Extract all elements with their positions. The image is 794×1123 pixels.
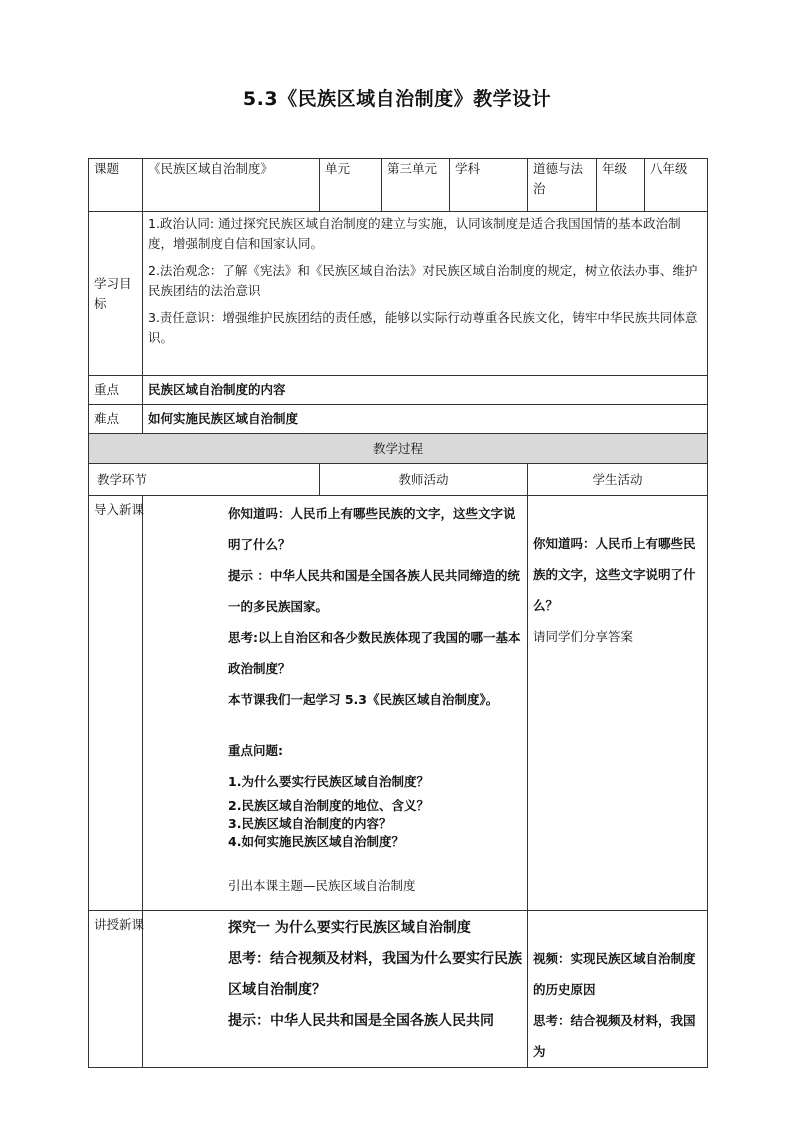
lecture-student <box>528 911 708 1068</box>
intro-lead: 引出本课主题—民族区域自治制度 <box>228 878 416 893</box>
student-think: 思考：结合视频及材料，我国为 <box>533 1013 696 1059</box>
header-row <box>89 159 708 212</box>
explore-title: 探究一 为什么要实行民族区域自治制度 <box>228 920 471 936</box>
intro-hint: 提示 ：中华人民共和国是全国各族人民共同缔造的统一的多民族国家。 <box>228 568 520 614</box>
key-questions-title: 重点问题: <box>228 743 283 758</box>
goal-item: 1.政治认同: 通过探究民族区域自治制度的建立与实施，认同该制度是适合我国国情的基本政治制度，增强制度自信和国家认同。 <box>148 216 681 251</box>
intro-teacher <box>143 496 528 911</box>
process-title: 教学过程 <box>89 434 708 464</box>
key-point-label: 重点 <box>89 376 143 405</box>
difficulty-value: 如何实施民族区域自治制度 <box>143 405 708 434</box>
key-point-row <box>89 376 708 405</box>
intro-lesson: 本节课我们一起学习 5.3《民族区域自治制度》。 <box>228 692 499 707</box>
col-stage-header: 教学环节 <box>89 464 320 496</box>
difficulty-label: 难点 <box>89 405 143 434</box>
explore-hint: 提示：中华人民共和国是全国各族人民共同 <box>228 1013 494 1029</box>
key-question: 2.民族区域自治制度的地位、含义？ <box>228 798 429 813</box>
key-question: 3.民族区域自治制度的内容？ <box>228 816 392 831</box>
key-question: 1.为什么要实行民族区域自治制度？ <box>228 774 429 789</box>
lesson-plan-table <box>88 158 708 1068</box>
intro-stage: 导入新课 <box>89 496 143 911</box>
page-title: 5.3《民族区域自治制度》教学设计 <box>242 88 552 110</box>
topic-value: 《民族区域自治制度》 <box>143 159 320 212</box>
unit-label: 单元 <box>320 159 382 212</box>
col-student-header: 学生活动 <box>528 464 708 496</box>
intro-think: 思考:以上自治区和各少数民族体现了我国的哪一基本政治制度？ <box>228 630 521 676</box>
lecture-teacher <box>143 911 528 1068</box>
goal-item: 3.责任意识：增强维护民族团结的责任感，能够以实际行动尊重各民族文化，铸牢中华民族共同体意识。 <box>148 310 698 345</box>
key-point-value: 民族区域自治制度的内容 <box>143 376 708 405</box>
lecture-row <box>89 911 708 1068</box>
grade-label: 年级 <box>597 159 645 212</box>
topic-label: 课题 <box>89 159 143 212</box>
key-question: 4.如何实施民族区域自治制度？ <box>228 834 404 849</box>
intro-student <box>528 496 708 911</box>
unit-value: 第三单元 <box>382 159 450 212</box>
goals-label: 学习目标 <box>89 212 143 376</box>
process-title-row <box>89 434 708 464</box>
student-question: 你知道吗：人民币上有哪些民族的文字，这些文字说明了什么？ <box>533 536 696 613</box>
subject-value: 道德与法治 <box>528 159 597 212</box>
student-share: 请同学们分享答案 <box>533 629 634 644</box>
col-teacher-header: 教师活动 <box>320 464 528 496</box>
process-header-row <box>89 464 708 496</box>
goal-item: 2.法治观念：了解《宪法》和《民族区域自治法》对民族区域自治制度的规定，树立依法办事、维护民族团结的法治意识 <box>148 263 698 298</box>
intro-row <box>89 496 708 911</box>
student-video: 视频：实现民族区域自治制度的历史原因 <box>533 951 696 997</box>
goals-content <box>143 212 708 376</box>
explore-think: 思考：结合视频及材料，我国为什么要实行民族区域自治制度？ <box>228 951 522 998</box>
subject-label: 学科 <box>450 159 528 212</box>
goals-row <box>89 212 708 376</box>
intro-question: 你知道吗：人民币上有哪些民族的文字，这些文字说明了什么？ <box>228 506 516 552</box>
difficulty-row <box>89 405 708 434</box>
lecture-stage: 讲授新课 <box>89 911 143 1068</box>
grade-value: 八年级 <box>645 159 708 212</box>
